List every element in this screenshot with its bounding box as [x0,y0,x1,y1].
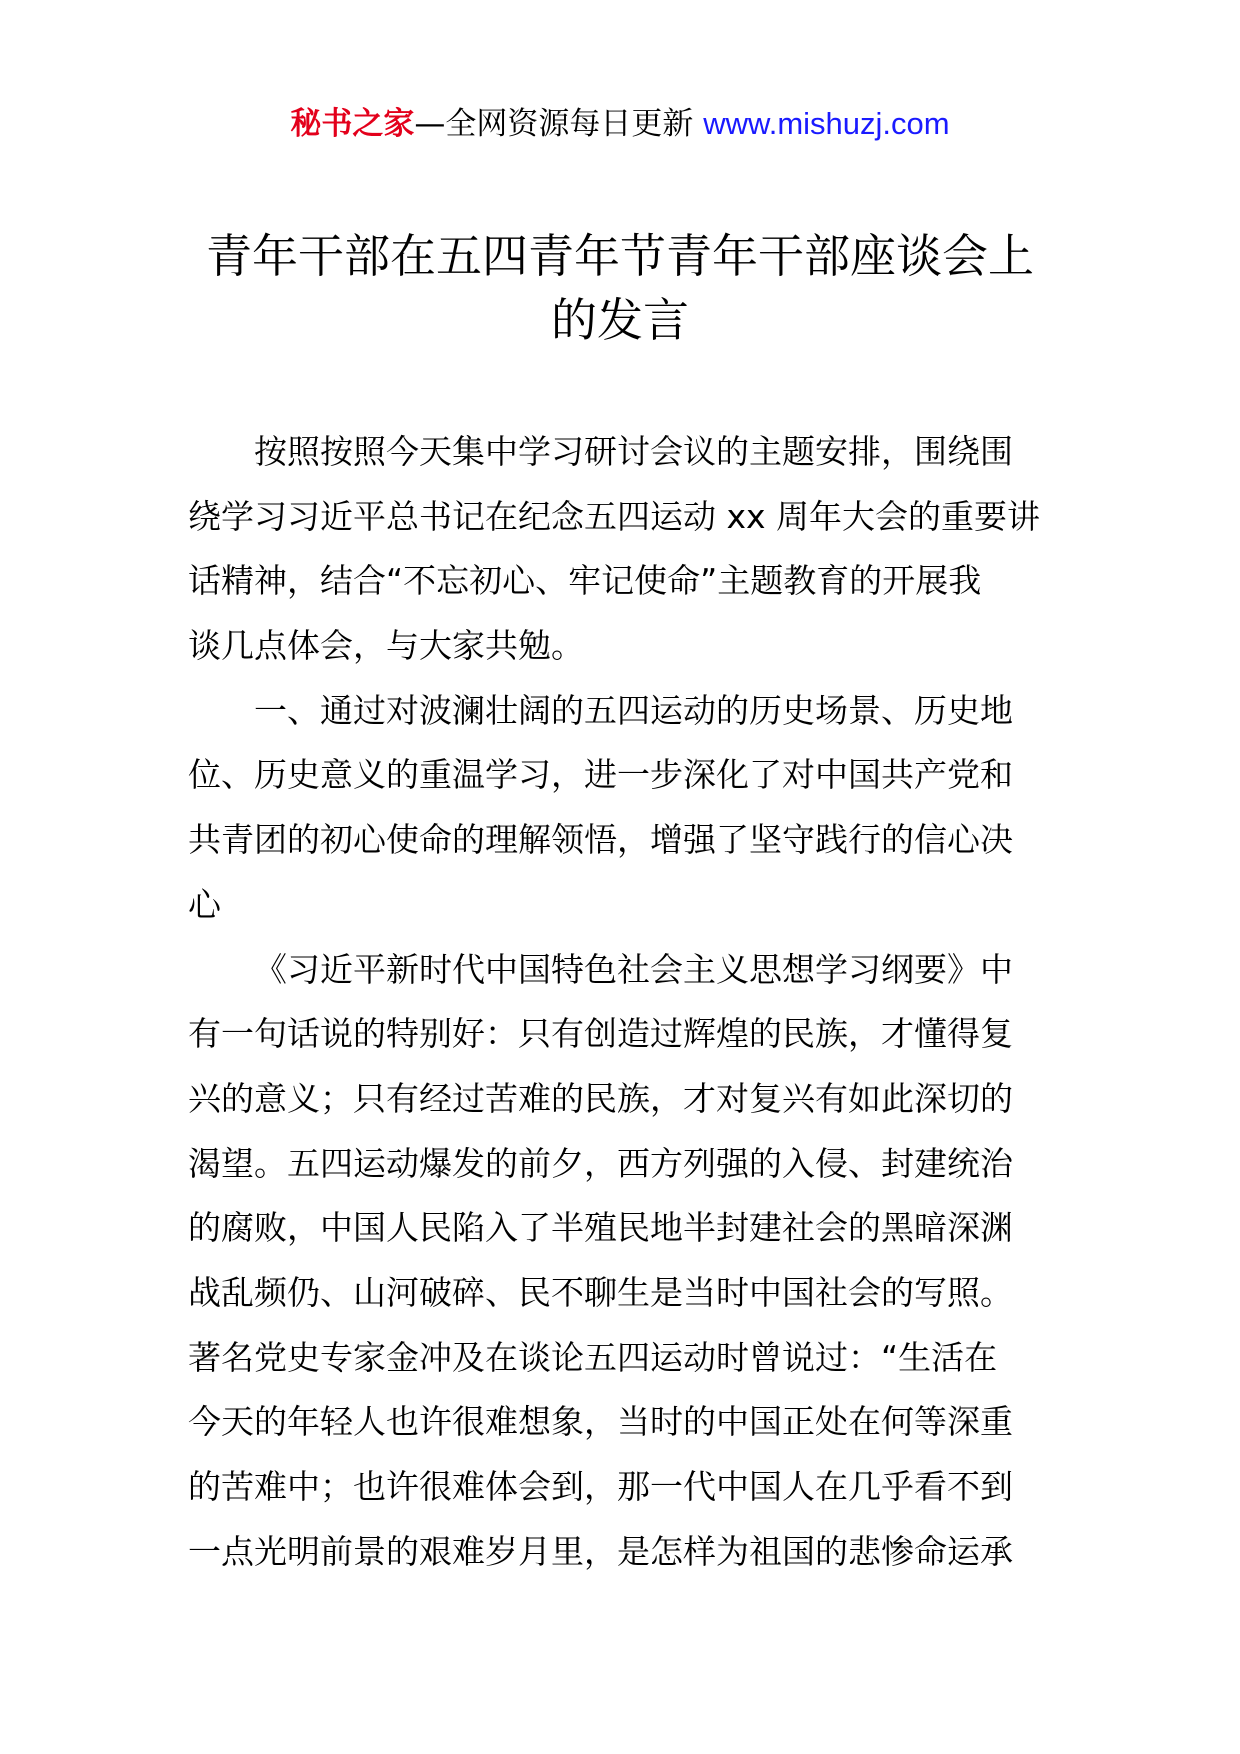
body-line: 一点光明前景的艰难岁月里，是怎样为祖国的悲惨命运承 [188,1531,1013,1571]
brand-name: 秘书之家 [290,106,415,142]
body-line: 今天的年轻人也许很难想象，当时的中国正处在何等深重 [188,1402,1013,1442]
body-line: 的苦难中；也许很难体会到，那一代中国人在几乎看不到 [188,1467,1013,1506]
title-line-2: 的发言 [551,293,689,347]
body-line: 兴的意义；只有经过苦难的民族，才对复兴有如此深切的 [188,1078,1013,1118]
body-line: 著名党史专家金冲及在谈论五四运动时曾说过：“生活在 [188,1337,998,1377]
site-url-link[interactable]: www.mishuzj.com [703,106,950,141]
body-line: 渴望。五四运动爆发的前夕，西方列强的入侵、封建统治 [188,1143,1013,1183]
body-line: 战乱频仍、山河破碎、民不聊生是当时中国社会的写照。 [188,1272,1013,1312]
section-heading-line: 一、通过对波澜壮阔的五四运动的历史场景、历史地 [254,690,1013,730]
body-line: 的腐败，中国人民陷入了半殖民地半封建社会的黑暗深渊 [188,1208,1013,1248]
section-heading-line: 心 [188,884,221,924]
title-line-1: 青年干部在五四青年节青年干部座谈会上 [206,229,1034,283]
body-line: 谈几点体会，与大家共勉。 [188,626,584,666]
document-title [150,224,1090,352]
body-line: 按照按照今天集中学习研讨会议的主题安排，围绕围 [254,432,1013,471]
section-heading-line: 位、历史意义的重温学习，进一步深化了对中国共产党和 [188,755,1013,795]
body-line: 话精神，结合“不忘初心、牢记使命”主题教育的开展我 [188,561,982,601]
body-line: 绕学习习近平总书记在纪念五四运动 xx 周年大会的重要讲 [188,496,1041,536]
body-line: 有一句话说的特别好：只有创造过辉煌的民族，才懂得复 [188,1014,1013,1054]
site-header [0,104,1240,144]
section-heading-line: 共青团的初心使命的理解领悟，增强了坚守践行的信心决 [188,820,1013,860]
header-slogan: —全网资源每日更新 [414,106,704,142]
document-body [188,420,1068,1584]
body-line: 《习近平新时代中国特色社会主义思想学习纲要》中 [254,949,1013,989]
